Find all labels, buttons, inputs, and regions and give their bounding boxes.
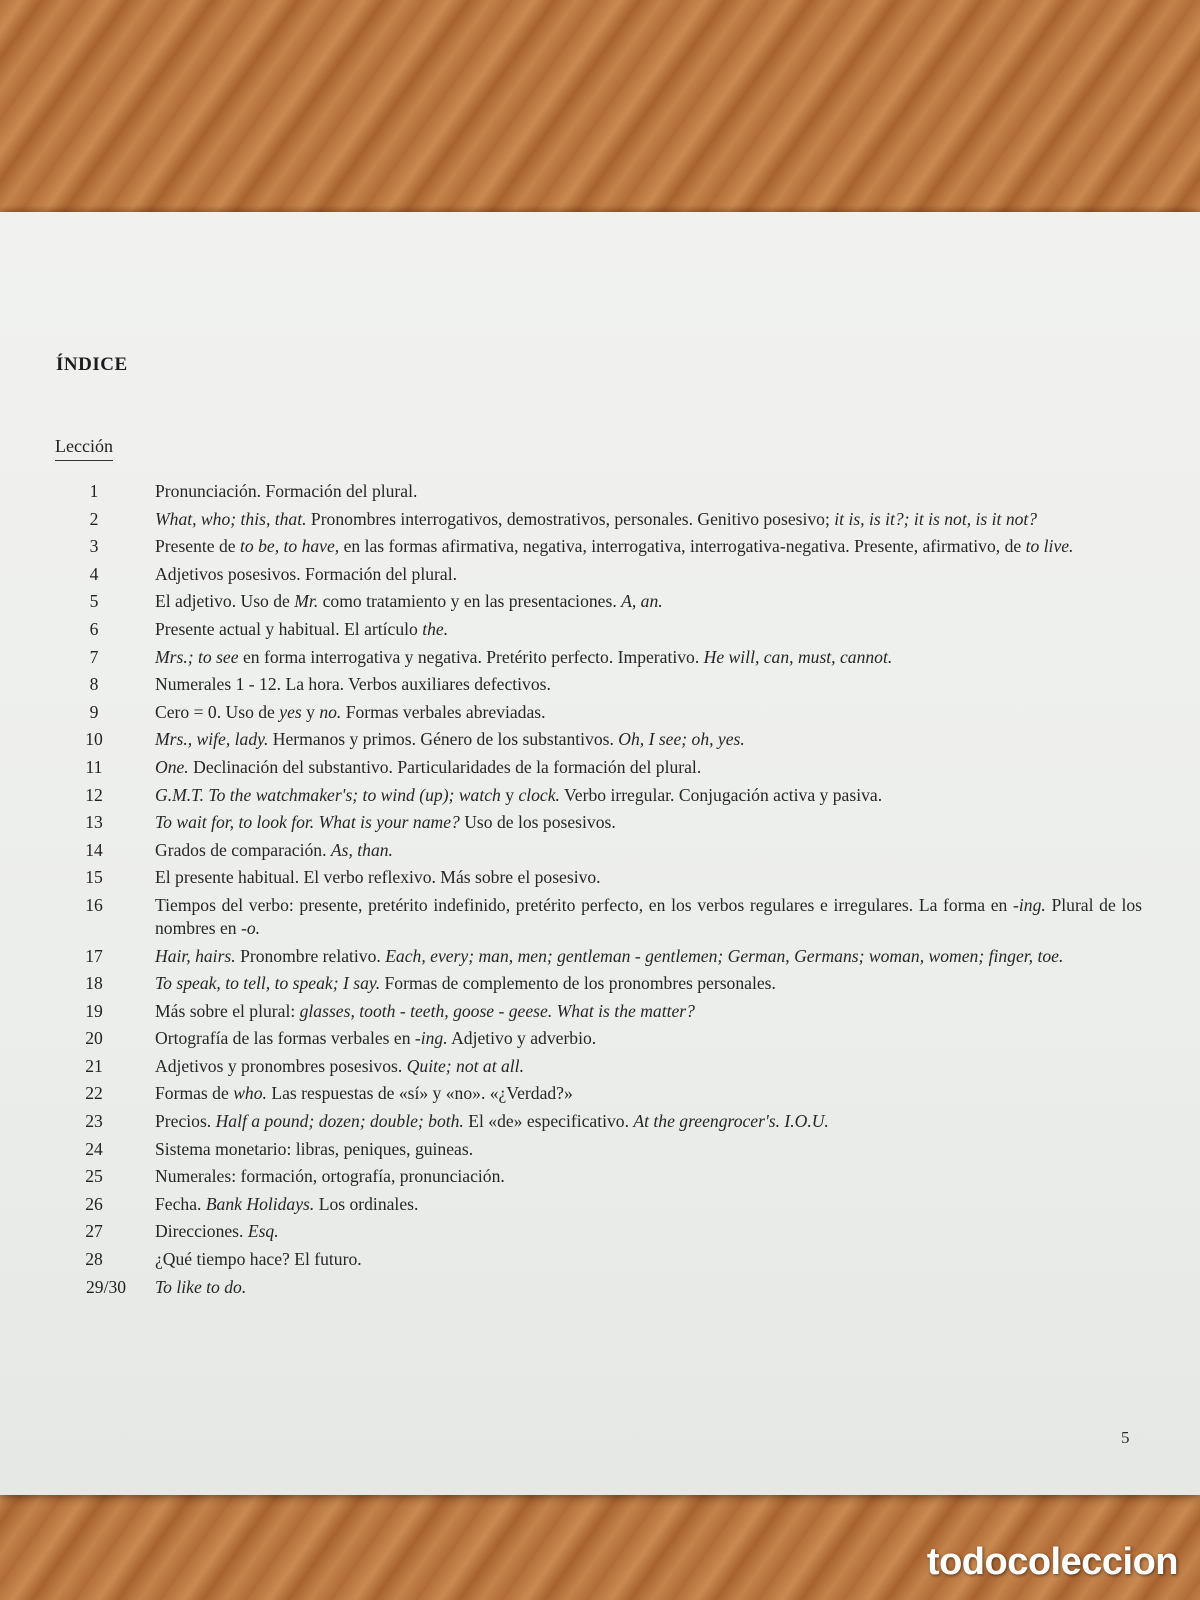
lesson-row (80, 866, 1142, 889)
lesson-row (80, 972, 1142, 995)
lesson-description: To wait for, to look for. What is your name? Uso de los posesivos. (155, 812, 616, 833)
lesson-number: 10 (85, 729, 103, 750)
lesson-description: Fecha. Bank Holidays. Los ordinales. (155, 1193, 419, 1214)
lesson-number: 2 (89, 508, 99, 529)
lesson-number: 19 (85, 1000, 103, 1021)
lesson-number: 11 (85, 756, 103, 777)
lesson-description: Pronunciación. Formación del plural. (155, 481, 418, 501)
lesson-row (80, 839, 1142, 862)
lesson-row (80, 1165, 1142, 1188)
lesson-number: 18 (85, 973, 103, 994)
lesson-number: 17 (85, 945, 103, 966)
lesson-description: To like to do. (155, 1276, 247, 1297)
lesson-number: 22 (85, 1083, 103, 1104)
lesson-row (80, 1220, 1142, 1243)
column-header-leccion: Lección (55, 436, 113, 461)
lesson-row (80, 1027, 1142, 1050)
lesson-row (80, 618, 1142, 641)
lesson-number: 12 (85, 784, 103, 805)
lesson-number: 25 (85, 1166, 103, 1187)
lesson-number: 29/30 (86, 1276, 127, 1297)
lesson-row (80, 784, 1142, 807)
lesson-number: 13 (85, 812, 103, 833)
lesson-number: 26 (85, 1193, 103, 1214)
lesson-number: 20 (85, 1028, 103, 1049)
lesson-row (80, 701, 1142, 724)
lesson-description: Direcciones. Esq. (155, 1221, 279, 1242)
lesson-description: ¿Qué tiempo hace? El futuro. (155, 1249, 362, 1270)
lesson-row (80, 756, 1142, 779)
lesson-number: 15 (85, 867, 103, 888)
lesson-description: Adjetivos posesivos. Formación del plural. (155, 563, 457, 584)
lesson-number: 4 (89, 563, 99, 584)
lesson-description: Grados de comparación. As, than. (155, 839, 393, 860)
lesson-row (80, 1248, 1142, 1271)
lesson-number: 9 (89, 701, 99, 722)
lesson-row (80, 894, 1142, 940)
page-number: 5 (1121, 1428, 1130, 1447)
lesson-row (80, 811, 1142, 834)
lesson-number: 21 (85, 1055, 103, 1076)
lesson-description: Hair, hairs. Pronombre relativo. Each, every; man, men; gentleman - gentlemen; German, Germans; woman, women; finger, toe. (155, 945, 1064, 966)
lesson-row (80, 590, 1142, 613)
lesson-description: What, who; this, that. Pronombres interrogativos, demostrativos, personales. Genitivo posesivo; it is, is it?; it is not, is it not? (155, 508, 1038, 529)
lesson-description: Tiempos del verbo: presente, pretérito indefinido, pretérito perfecto, en los verbos regulares e irregulares. La forma en -ing. Plural de los nombres en -o. (155, 894, 1143, 938)
lesson-row (80, 728, 1142, 751)
lesson-number: 27 (85, 1221, 103, 1242)
lesson-number: 8 (89, 674, 99, 695)
lesson-number: 6 (89, 618, 99, 639)
lesson-row (80, 1055, 1142, 1078)
lesson-description: Ortografía de las formas verbales en -ing. Adjetivo y adverbio. (155, 1028, 597, 1049)
lesson-row (80, 673, 1142, 696)
lesson-list (80, 480, 1142, 1303)
lesson-row (80, 480, 1142, 503)
lesson-row (80, 1193, 1142, 1216)
lesson-description: El presente habitual. El verbo reflexivo. Más sobre el posesivo. (155, 867, 601, 888)
lesson-description: Precios. Half a pound; dozen; double; both. El «de» especificativo. At the greengrocer's. I.O.U. (155, 1111, 829, 1132)
lesson-row (80, 1276, 1142, 1299)
book-page (0, 212, 1200, 1495)
lesson-description: Numerales 1 - 12. La hora. Verbos auxiliares defectivos. (155, 674, 551, 695)
lesson-description: El adjetivo. Uso de Mr. como tratamiento y en las presentaciones. A, an. (155, 591, 663, 612)
lesson-description: Sistema monetario: libras, peniques, guineas. (155, 1138, 474, 1159)
lesson-description: Presente actual y habitual. El artículo the. (155, 618, 449, 639)
lesson-description: Adjetivos y pronombres posesivos. Quite; not at all. (155, 1055, 524, 1076)
lesson-number: 5 (89, 591, 99, 612)
lesson-number: 14 (85, 839, 103, 860)
lesson-number: 1 (89, 481, 99, 501)
lesson-row (80, 646, 1142, 669)
lesson-description: Presente de to be, to have, en las formas afirmativa, negativa, interrogativa, interrogativa-negativa. Presente, afirmativo, de to live. (155, 536, 1074, 557)
lesson-row (80, 1110, 1142, 1133)
watermark-logo: todocoleccion (926, 1541, 1178, 1583)
lesson-row (80, 535, 1142, 558)
lesson-description: Cero = 0. Uso de yes y no. Formas verbales abreviadas. (155, 701, 546, 722)
lesson-number: 16 (85, 894, 103, 915)
lesson-description: Formas de who. Las respuestas de «sí» y «no». «¿Verdad?» (155, 1083, 573, 1104)
lesson-description: One. Declinación del substantivo. Particularidades de la formación del plural. (155, 756, 702, 777)
lesson-number: 28 (85, 1249, 103, 1270)
lesson-description: Mrs., wife, lady. Hermanos y primos. Género de los substantivos. Oh, I see; oh, yes. (155, 729, 745, 750)
lesson-number: 24 (85, 1138, 103, 1159)
lesson-description: Numerales: formación, ortografía, pronunciación. (155, 1166, 505, 1187)
lesson-number: 23 (85, 1111, 103, 1132)
lesson-row (80, 508, 1142, 531)
lesson-description: Mrs.; to see en forma interrogativa y negativa. Pretérito perfecto. Imperativo. He will, can, must, cannot. (155, 646, 893, 667)
lesson-description: To speak, to tell, to speak; I say. Formas de complemento de los pronombres personales. (155, 973, 776, 994)
lesson-description: G.M.T. To the watchmaker's; to wind (up); watch y clock. Verbo irregular. Conjugación activa y pasiva. (155, 784, 883, 805)
page-title: ÍNDICE (56, 354, 128, 375)
lesson-row (80, 945, 1142, 968)
lesson-row (80, 1138, 1142, 1161)
lesson-description: Más sobre el plural: glasses, tooth - teeth, goose - geese. What is the matter? (155, 1000, 695, 1021)
lesson-row (80, 1082, 1142, 1105)
lesson-row (80, 1000, 1142, 1023)
lesson-number: 3 (89, 536, 99, 557)
lesson-number: 7 (89, 646, 99, 667)
lesson-row (80, 563, 1142, 586)
